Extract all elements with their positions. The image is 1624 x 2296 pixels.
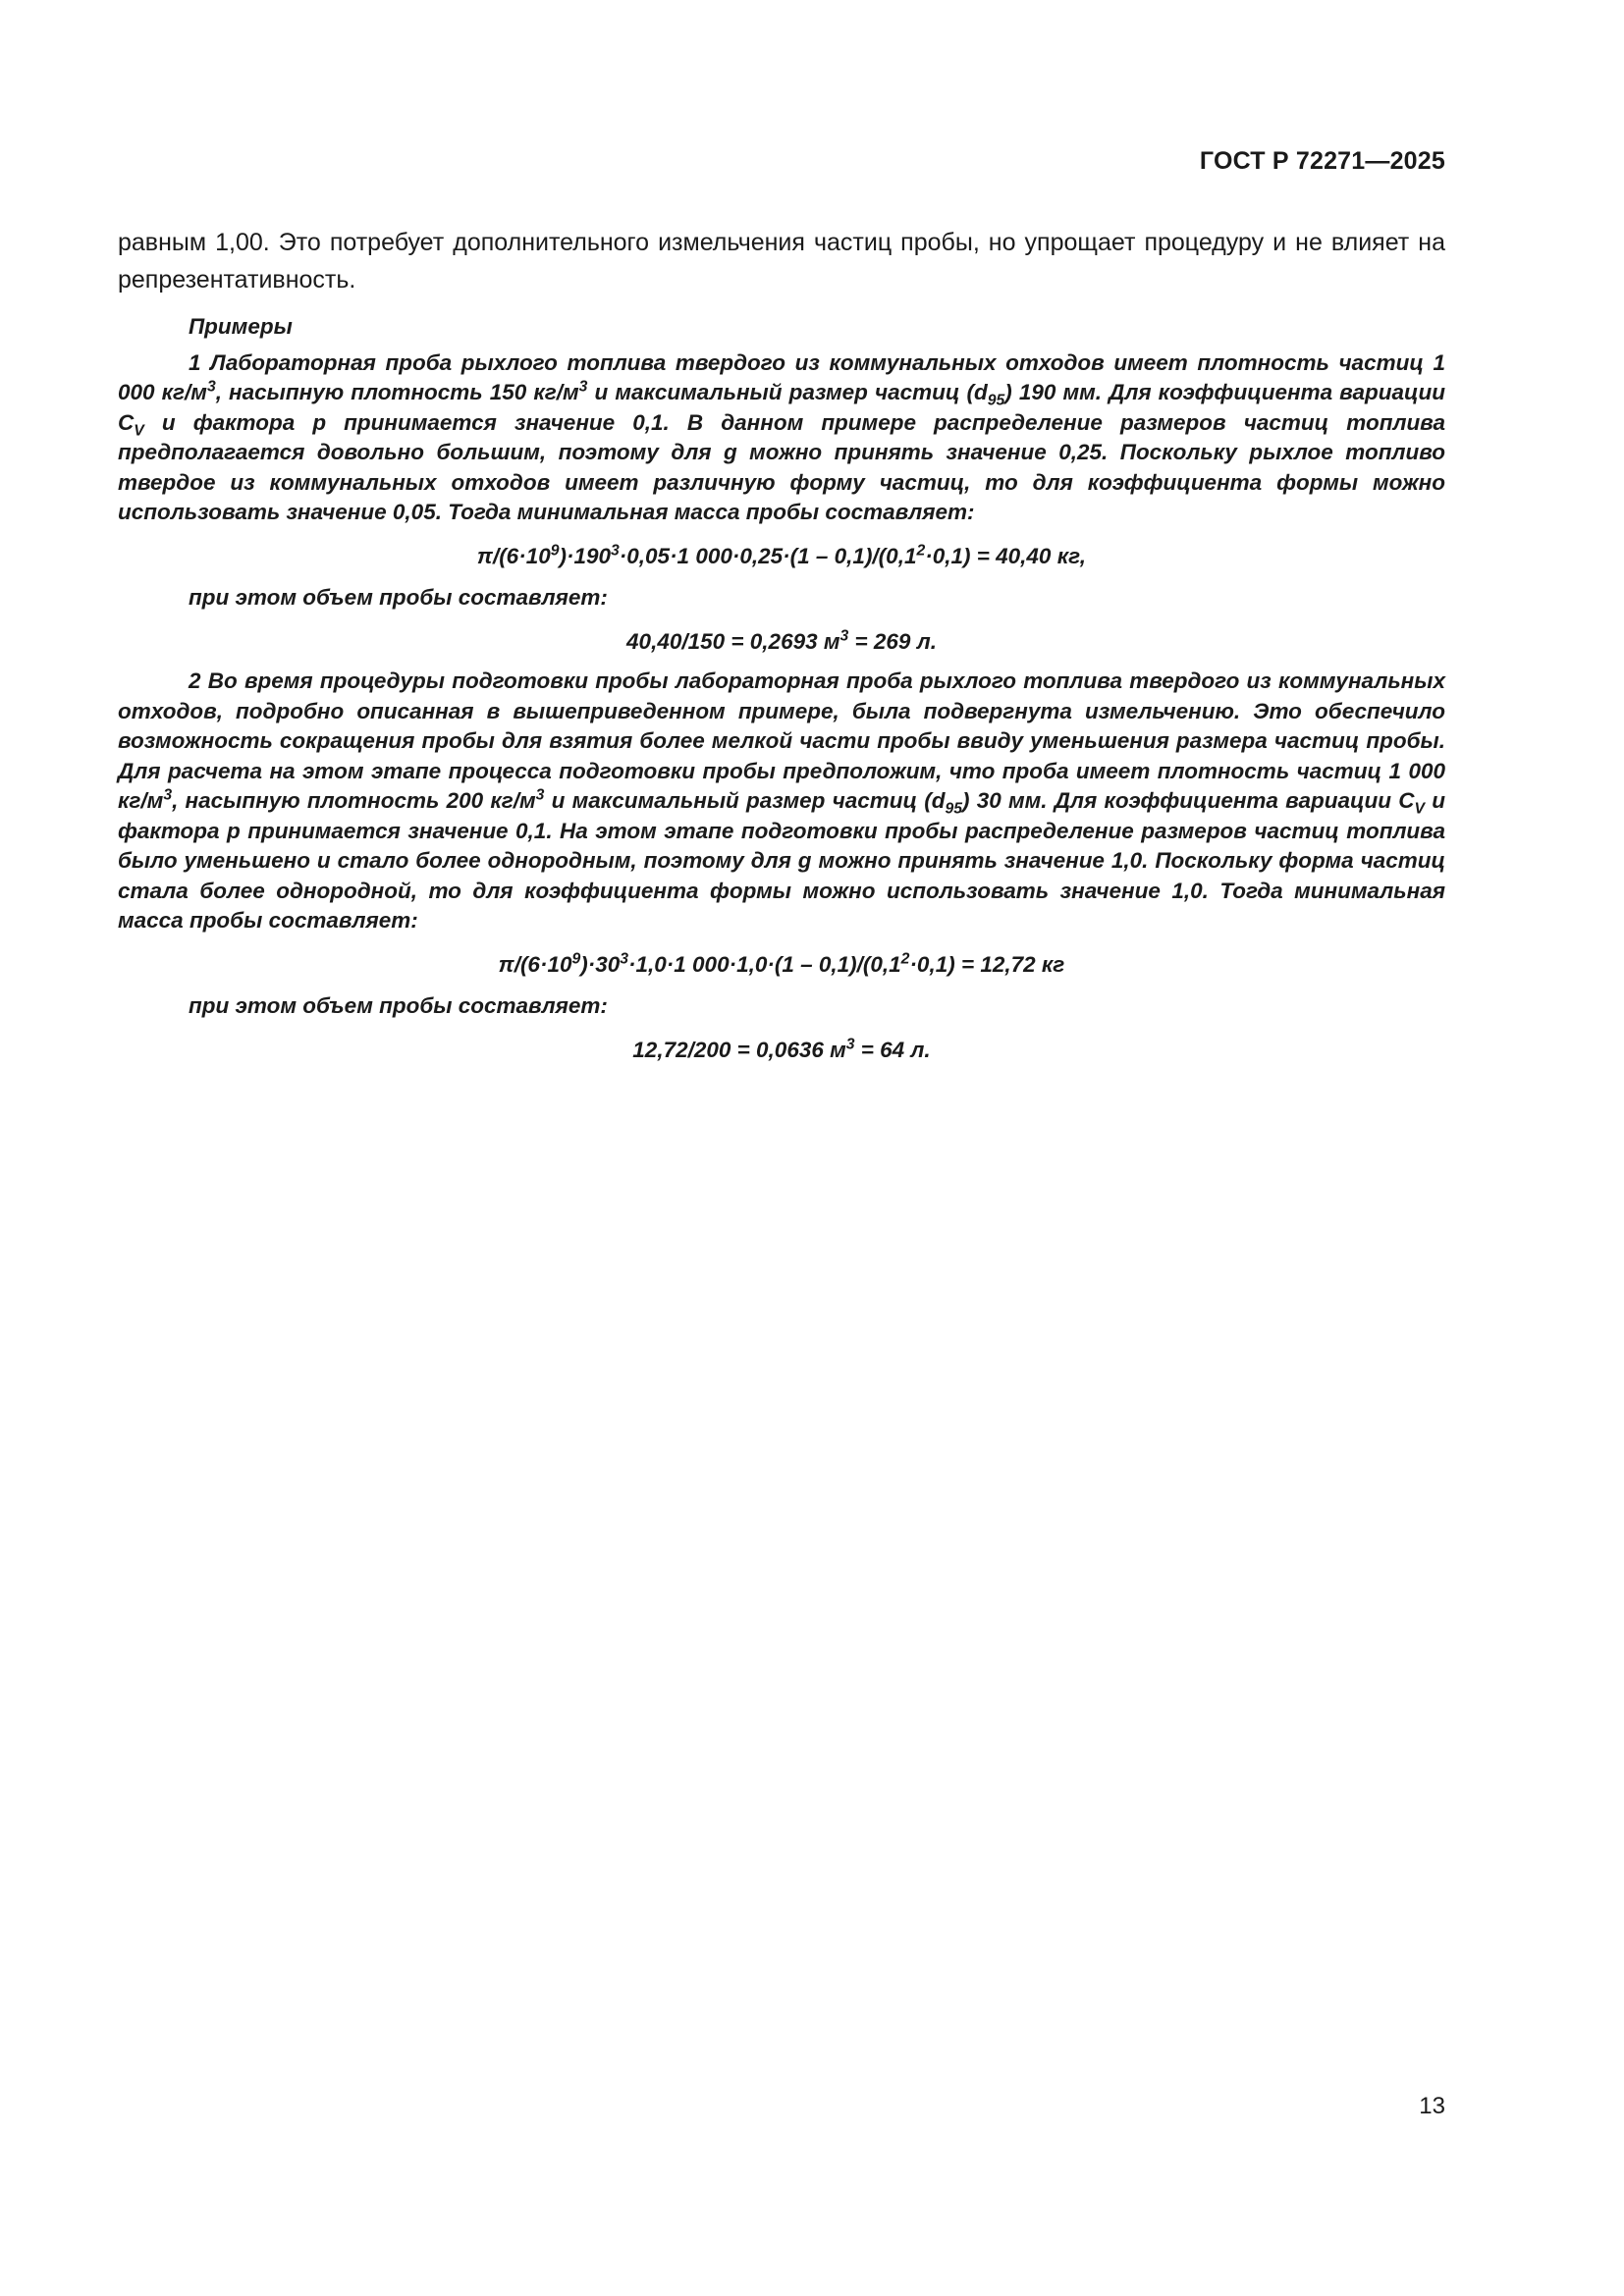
- formula-part: ·0,05·1 000·0,25·(1 – 0,1)/(0,1: [619, 543, 917, 568]
- example-2-mass-formula: [118, 950, 1445, 981]
- document-code: ГОСТ Р 72271—2025: [1199, 147, 1445, 175]
- superscript: 2: [900, 950, 910, 967]
- subscript: 95: [987, 392, 1005, 409]
- example-1-text-part: ) 190 мм. Для коэффициента вариации C: [118, 380, 1446, 435]
- subscript: V: [1414, 800, 1426, 818]
- formula-part: = 64 л.: [854, 1037, 931, 1062]
- intro-paragraph: равным 1,00. Это потребует дополнительного измельчения частиц пробы, но упрощает процедуру и не влияет на репрезентативность.: [118, 229, 1445, 294]
- formula-part: ·0,1) = 12,72 кг: [909, 951, 1065, 977]
- example-2-text-part: , насыпную плотность 200 кг/м: [172, 788, 536, 813]
- example-1-text-part: 1 Лабораторная проба рыхлого топлива твердого из коммунальных отходов имеет плотность частиц 1 000 кг/м: [118, 349, 1445, 404]
- superscript: 3: [611, 542, 620, 559]
- superscript: 3: [535, 786, 545, 804]
- superscript: 3: [620, 950, 629, 967]
- subscript: V: [134, 422, 144, 439]
- example-1-volume-formula: [118, 627, 1445, 658]
- page-content: [118, 224, 1445, 1075]
- formula-part: π/(6·10: [476, 543, 551, 568]
- page-number: 13: [1419, 2093, 1445, 2119]
- formula-part: 12,72/200 = 0,0636 м: [632, 1037, 846, 1062]
- example-1-mass-formula: [118, 542, 1445, 572]
- superscript: 3: [206, 378, 216, 396]
- example-1-text-part: и фактора p принимается значение 0,1. В данном примере распределение размеров частиц топлива предполагается довольно большим, поэтому для g можно принять значение 0,25. Поскольку рыхлое топливо твердое из коммунальных отходов имеет различную форму частиц, то для коэффициента формы можно использовать значение 0,05. Тогда минимальная масса пробы составляет:: [118, 409, 1445, 524]
- example-2-volume-formula: [118, 1036, 1445, 1066]
- example-2-text-part: ) 30 мм. Для коэффициента вариации C: [962, 788, 1415, 813]
- example-1-text-part: , насыпную плотность 150 кг/м: [215, 380, 579, 404]
- example-2-paragraph: [118, 667, 1445, 936]
- formula-part: ·1,0·1 000·1,0·(1 – 0,1)/(0,1: [628, 951, 901, 977]
- example-2-text-part: и максимальный размер частиц (d: [544, 788, 946, 813]
- superscript: 3: [845, 1036, 855, 1052]
- formula-part: )·190: [559, 543, 612, 568]
- example-1-volume-label: при этом объем пробы составляет:: [189, 585, 608, 610]
- superscript: 9: [550, 542, 560, 559]
- example-2-volume-label: при этом объем пробы составляет:: [189, 993, 608, 1018]
- formula-part: ·0,1) = 40,40 кг,: [925, 543, 1087, 568]
- examples-heading: Примеры: [189, 314, 293, 339]
- superscript: 9: [571, 950, 581, 967]
- formula-part: 40,40/150 = 0,2693 м: [626, 628, 840, 654]
- superscript: 3: [163, 786, 173, 804]
- superscript: 3: [839, 627, 849, 644]
- superscript: 2: [916, 542, 926, 559]
- formula-part: π/(6·10: [498, 951, 572, 977]
- subscript: 95: [945, 800, 963, 818]
- example-1-text-part: и максимальный размер частиц (d: [587, 380, 988, 404]
- example-2-text-part: и фактора p принимается значение 0,1. На этом этапе подготовки пробы распределение размеров частиц топлива было уменьшено и стало более однородным, поэтому для g можно принять значение 1,0. Поскольку форма частиц стала более однородной, то для коэффициента формы можно использовать значение 1,0. Тогда минимальная масса пробы составляет:: [118, 788, 1445, 933]
- formula-part: )·30: [580, 951, 621, 977]
- superscript: 3: [578, 378, 588, 396]
- example-1-paragraph: [118, 348, 1445, 528]
- formula-part: = 269 л.: [848, 628, 937, 654]
- example-2-text-part: 2 Во время процедуры подготовки пробы лабораторная проба рыхлого топлива твердого из коммунальных отходов, подробно описанная в вышеприведенном примере, была подвергнута измельчению. Это обеспечило возможность сокращения пробы для взятия более мелкой части пробы ввиду уменьшения размера частиц пробы. Для расчета на этом этапе процесса подготовки пробы предположим, что проба имеет плотность частиц 1 000 кг/м: [118, 668, 1445, 813]
